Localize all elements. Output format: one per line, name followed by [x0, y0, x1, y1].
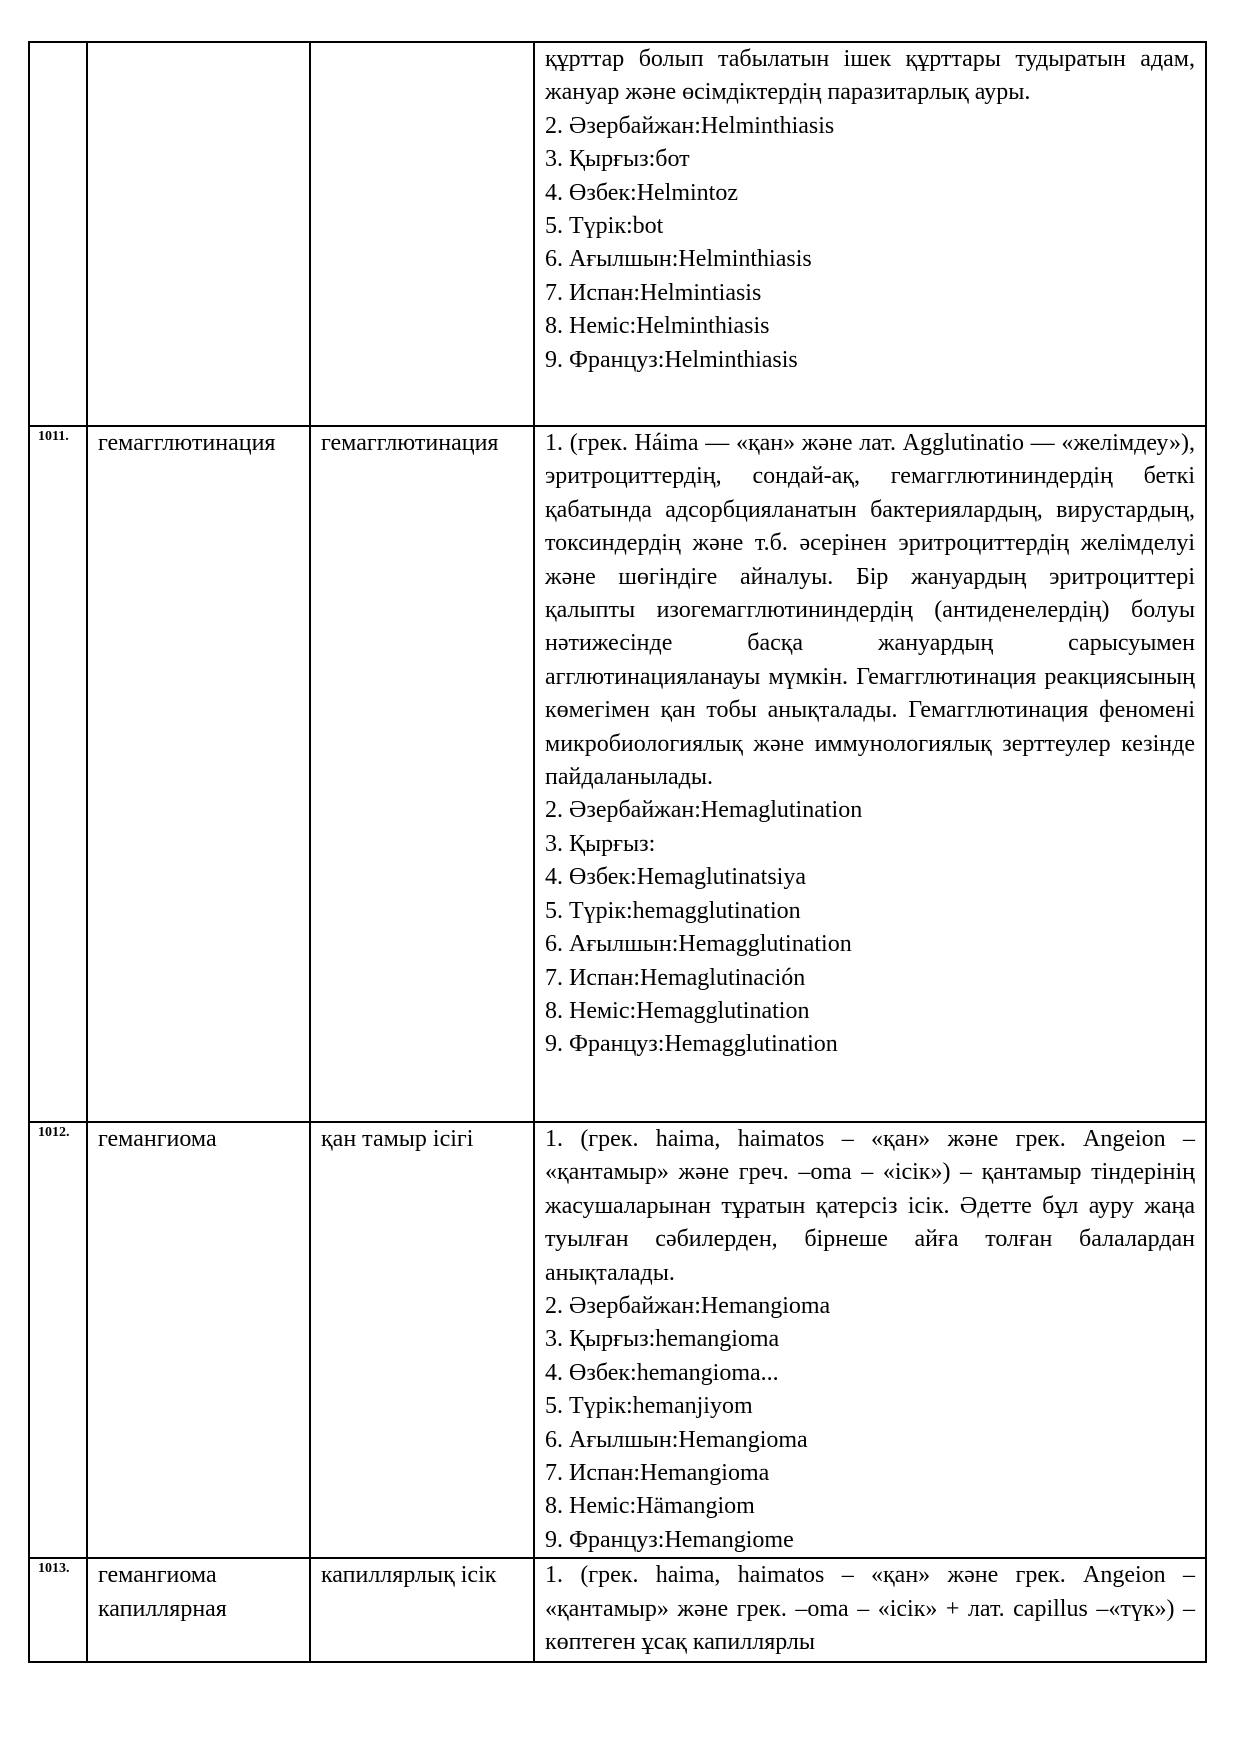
translation-line: 8. Неміс:Hämangiom: [545, 1493, 755, 1520]
translation-line: 6. Ағылшын:Hemagglutination: [545, 931, 852, 958]
entry-number: 1013.: [29, 1558, 87, 1662]
definition-cell: [534, 1122, 1206, 1558]
table-row: [29, 426, 1206, 1122]
term-russian: гемангиома: [87, 1122, 310, 1558]
translation-line: 2. Әзербайжан:Helminthiasis: [545, 112, 835, 139]
table-row: [29, 1122, 1206, 1558]
translation-line: 5. Түрік:hemagglutination: [545, 897, 801, 924]
translation-line: 9. Француз:Hemangiome: [545, 1526, 794, 1553]
definition-text: 1. (грек. haima, haimatos – «қан» және грек. Angeion – «қантамыр» және грек. –oma – «ісік» + лат. capillus –«түк») – көптеген ұсақ капиллярлы: [545, 1562, 1195, 1656]
term-kazakh: қан тамыр ісігі: [310, 1122, 534, 1558]
definition-text: 1. (грек. haima, haimatos – «қан» және грек. Angeion – «қантамыр» және греч. –oma – «ісік») – қантамыр тіндерінің жасушаларынан тұратын қатерсіз ісік. Әдетте бұл ауру жаңа туылған сәбилерден, бірнеше айға толған балалардан анықталады.: [545, 1126, 1195, 1286]
glossary-table-body: [29, 42, 1206, 1662]
translation-line: 7. Испан:Helmintiasis: [545, 279, 762, 306]
entry-number: [29, 42, 87, 426]
translation-line: 4. Өзбек:hemangioma...: [545, 1359, 779, 1386]
translation-line: 3. Қырғыз:: [545, 830, 656, 857]
term-russian: гемагглютинация: [87, 426, 310, 1122]
entry-number: 1011.: [29, 426, 87, 1122]
translation-line: 7. Испан:Hemaglutinación: [545, 964, 806, 991]
translation-line: 5. Түрік:bot: [545, 213, 664, 240]
translation-line: 8. Неміс:Hemagglutination: [545, 997, 810, 1024]
glossary-table: [28, 41, 1207, 1663]
translation-line: 8. Неміс:Helminthiasis: [545, 313, 770, 340]
entry-number: 1012.: [29, 1122, 87, 1558]
translation-line: 9. Француз:Helminthiasis: [545, 346, 798, 373]
translation-line: 6. Ағылшын:Helminthiasis: [545, 246, 812, 273]
translation-line: 3. Қырғыз:hemangioma: [545, 1326, 780, 1353]
translation-line: 5. Түрік:hemanjiyom: [545, 1393, 753, 1420]
document-page: [28, 41, 1205, 1663]
term-kazakh: [310, 42, 534, 426]
definition-cell: [534, 1558, 1206, 1662]
translation-line: 2. Әзербайжан:Hemaglutination: [545, 797, 863, 824]
translation-line: 9. Француз:Hemagglutination: [545, 1031, 838, 1058]
translation-line: 4. Өзбек:Helmintoz: [545, 179, 738, 206]
definition-text: 1. (грек. Háima — «қан» және лат. Agglutinatio — «желімдеу»), эритроциттердің, сондай-ақ, гемагглютининдердің беткі қабатында адсорбцияланатын бактериялардың, вирустардың, токсиндердің және т.б. әсерінен эритроциттердің желімделуі және шөгіндіге айналуы. Бір жануардың эритроциттері қалыпты изогемагглютининдердің (антиденелердің) болуы нәтижесінде басқа жануардың сарысуымен агглютинацияланауы мүмкін. Гемагглютинация реакциясының көмегімен қан тобы анықталады. Гемагглютинация феномені микробиологиялық және иммунологиялық зерттеулер кезінде пайдаланылады.: [545, 430, 1195, 791]
table-row: [29, 1558, 1206, 1662]
translation-line: 6. Ағылшын:Hemangioma: [545, 1426, 808, 1453]
term-russian: гемангиома капиллярная: [87, 1558, 310, 1662]
definition-text: құрттар болып табылатын ішек құрттары тудыратын адам, жануар және өсімдіктердің паразитарлық ауры.: [545, 46, 1195, 106]
definition-cell: [534, 426, 1206, 1122]
term-russian: [87, 42, 310, 426]
table-row: [29, 42, 1206, 426]
term-kazakh: гемагглютинация: [310, 426, 534, 1122]
definition-cell: [534, 42, 1206, 426]
translation-line: 2. Әзербайжан:Hemangioma: [545, 1293, 831, 1320]
translation-line: 7. Испан:Hemangioma: [545, 1460, 770, 1487]
term-kazakh: капиллярлық ісік: [310, 1558, 534, 1662]
translation-line: 3. Қырғыз:бот: [545, 146, 690, 173]
translation-line: 4. Өзбек:Hemaglutinatsiya: [545, 864, 806, 891]
